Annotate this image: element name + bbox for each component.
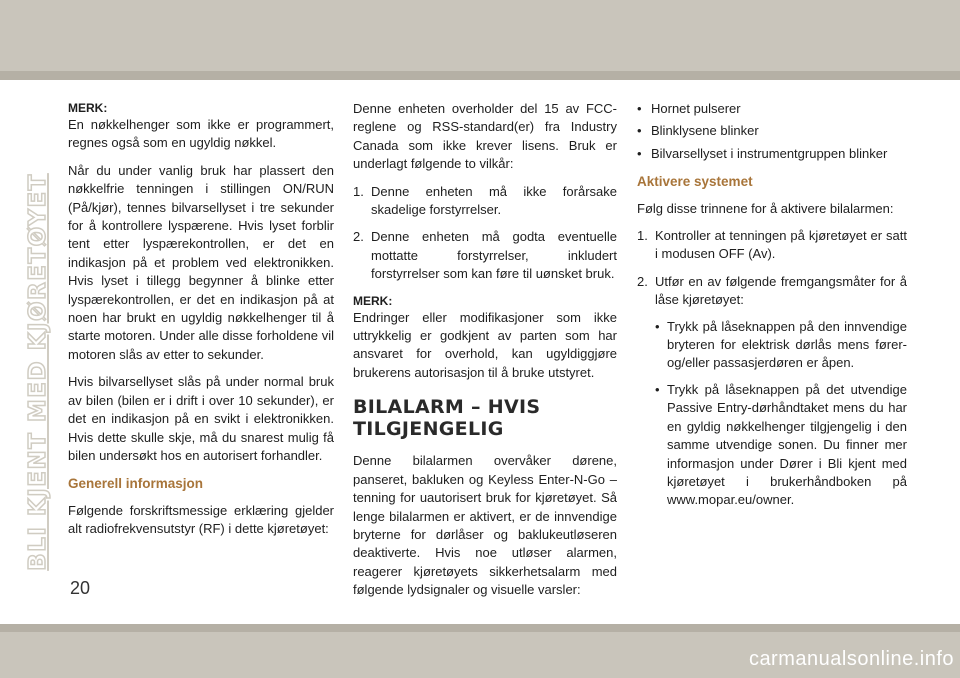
- page-number: 20: [70, 578, 91, 598]
- header-band: [0, 0, 960, 80]
- paragraph: Når du under vanlig bruk har plassert den nøkkelfrie tenningen i stillingen ON/RUN (På/kjør), tennes bilvarsellyset i tre sekunder for å kontrollere lyspærene. Hvis lyset forblir tent etter lyspærekontrollen, er det en indikasjon på et problem ved elektronikken. Hvis lyset i tillegg begynner å blinke etter lyspærekontrollen, er det en indikasjon på at noen har brukt en ugyldig nøkkelhenger til å starte motoren. Under alle disse forholdene vil motoren slås av etter to sekunder.: [68, 162, 334, 362]
- note-text: En nøkkelhenger som ikke er programmert, regnes også som en ugyldig nøkkel.: [68, 117, 334, 151]
- numbered-list: [637, 227, 907, 510]
- sub-bullet-list: [655, 318, 907, 510]
- paragraph: Denne enheten overholder del 15 av FCC-reglene og RSS-standard(er) fra Industry Canada som ikke krever lisens. Bruk er underlagt følgende to vilkår:: [353, 101, 617, 172]
- list-number: 2.: [353, 229, 364, 245]
- column-1: [68, 100, 334, 548]
- list-item: [353, 228, 617, 283]
- numbered-list: [353, 183, 617, 284]
- list-item: [637, 227, 907, 264]
- list-item: • Trykk på låseknappen på den innvendige bryteren for elektrisk dørlås mens fører- og/eller passasjerdøren er åpen.: [655, 318, 907, 373]
- note-text: Endringer eller modifikasjoner som ikke uttrykkelig er godkjent av parten som har ansvaret for overhold, kan ugyldiggjøre brukerens autorisasjon til å bruke utstyret.: [353, 309, 617, 380]
- list-number: 2.: [637, 273, 648, 289]
- list-item-text: Kontroller at tenningen på kjøretøyet er satt i modusen OFF (Av).: [655, 228, 907, 262]
- paragraph: Følg disse trinnene for å aktivere bilalarmen:: [637, 200, 894, 216]
- paragraph: Denne bilalarmen overvåker dørene, panseret, bakluken og Keyless Enter-N-Go – tenning for uautorisert bruk for kjøretøyet. Så lenge bilalarmen er aktivert, er de innvendige bryterne for dørlåser og baklukeutløseren deaktiverte. Hvis noe utløser alarmen, reagerer kjøretøyets sikkerhetsalarm med følgende lydsignaler og visuelle varsler:: [353, 453, 617, 598]
- list-item: • Bilvarsellyset i instrumentgruppen blinker: [637, 145, 907, 163]
- paragraph: Følgende forskriftsmessige erklæring gjelder alt radiofrekvensutstyr (RF) i dette kjøretøyet:: [68, 502, 334, 537]
- section-subheading: Aktivere systemet: [637, 174, 753, 190]
- list-item-text: Utfør en av følgende fremgangsmåter for å låse kjøretøyet:: [655, 273, 907, 308]
- column-3: [637, 100, 907, 519]
- list-item-text: Denne enheten må godta eventuelle mottatte forstyrrelser, inkludert forstyrrelser som kan føre til uønsket bruk.: [371, 229, 617, 282]
- section-heading: BILALARM – HVIS TILGJENGELIG: [353, 396, 541, 441]
- note-label: MERK:: [68, 101, 108, 115]
- list-item-text: Denne enheten må ikke forårsake skadelige forstyrrelser.: [371, 183, 617, 218]
- list-item: [637, 273, 907, 510]
- column-2: [353, 100, 617, 609]
- bullet-list: [637, 100, 907, 163]
- list-number: 1.: [637, 228, 648, 244]
- note-label: MERK:: [353, 293, 393, 308]
- chapter-side-title-text: BLI KJENT MED KJØRETØYET: [25, 173, 51, 571]
- header-band-edge: [0, 71, 960, 80]
- list-item: • Trykk på låseknappen på det utvendige Passive Entry-dørhåndtaket mens du har en gyldig nøkkelhenger tilgjengelig i den samme utvendige sonen. Du finner mer informasjon under Dører i Bli kjent med kjøretøyet i brukerhåndboken på www.mopar.eu/owner.: [655, 381, 907, 510]
- list-item: • Blinklysene blinker: [637, 122, 907, 140]
- footer-band-edge: [0, 624, 960, 632]
- list-item: [353, 183, 617, 220]
- list-number: 1.: [353, 183, 364, 199]
- watermark: carmanualsonline.info: [748, 648, 954, 670]
- paragraph: Hvis bilvarsellyset slås på under normal bruk av bilen (bilen er i drift i over 10 sekunder), er det en indikasjon på en svikt i elektronikken. Hvis dette skulle skje, må du snarest mulig få bilen undersøkt hos en autorisert forhandler.: [68, 374, 334, 463]
- section-subheading: Generell informasjon: [68, 476, 204, 492]
- list-item: • Hornet pulserer: [637, 100, 907, 118]
